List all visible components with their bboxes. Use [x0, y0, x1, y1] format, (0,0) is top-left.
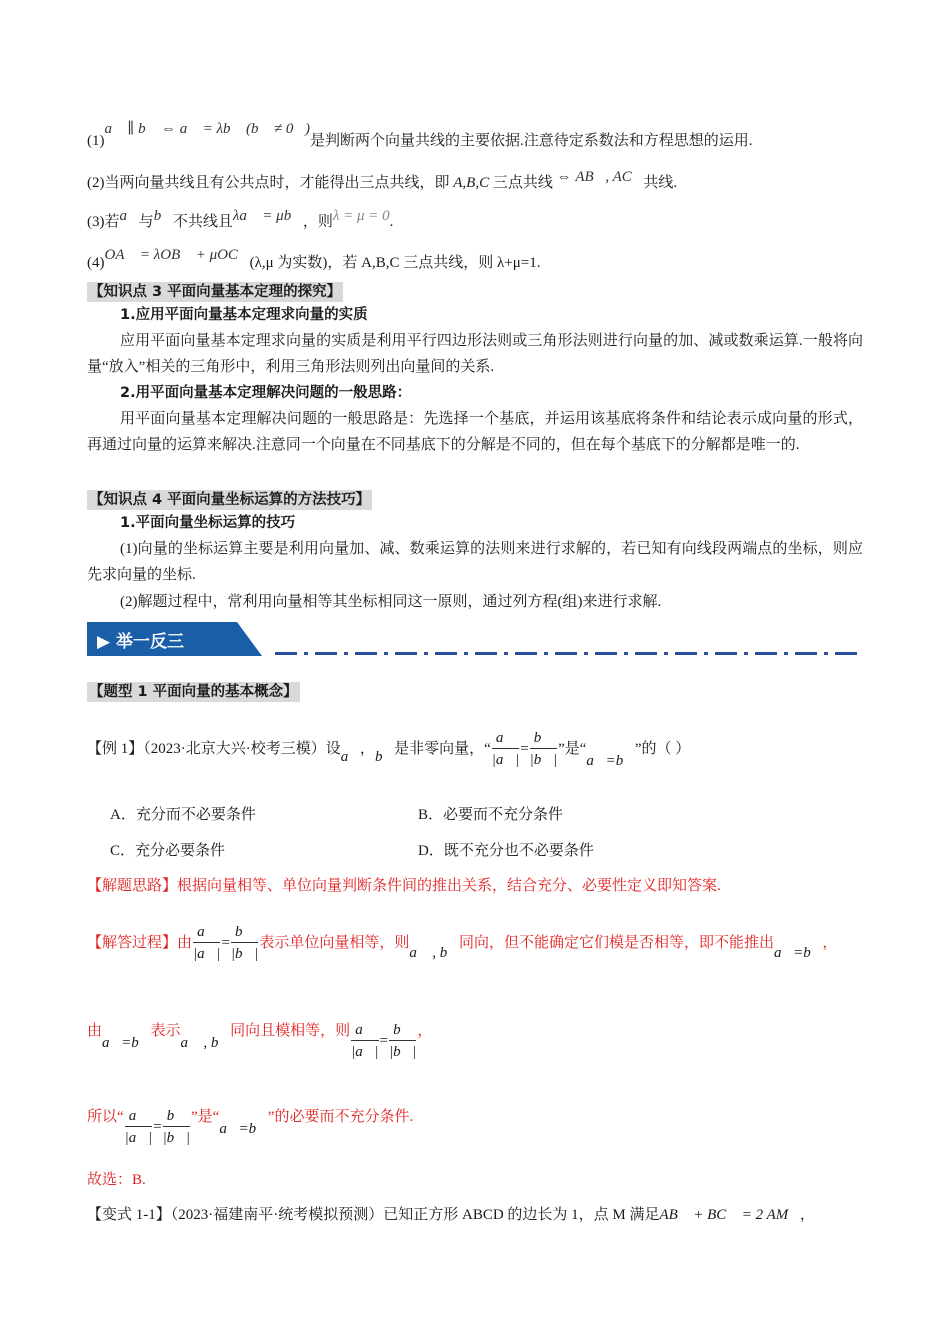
- kp4-header: 【知识点 4 平面向量坐标运算的方法技巧】: [89, 492, 371, 508]
- section-banner: [87, 622, 262, 656]
- rule-3: [87, 208, 394, 233]
- solution-process: [87, 922, 837, 965]
- numerator: a⃗: [492, 728, 519, 749]
- formula: b⃗: [374, 748, 395, 765]
- numerator: a⃗: [351, 1020, 378, 1041]
- label: (1): [87, 133, 105, 149]
- formula: AB⃗ + BC⃗ = 2 AM⃗: [659, 1207, 800, 1223]
- text: 由: [87, 1022, 103, 1039]
- kp4-p1: (1)向量的坐标运算主要是利用向量加、减、数乘运算的法则来进行求解的，若已知有向线段两端点的坐标，则应先求向量的坐标.: [87, 541, 863, 583]
- text: 同向，但不能确定它们模是否相等，即不能推出: [458, 934, 774, 951]
- denominator: |a⃗|: [491, 752, 520, 768]
- text: 【例 1】（2023·北京大兴·校考三模）设: [87, 740, 341, 757]
- formula: a⃗=b⃗: [219, 1120, 268, 1137]
- text: .: [389, 214, 394, 230]
- denominator: |b⃗|: [529, 752, 558, 768]
- fraction: [351, 1020, 378, 1063]
- banner-label: 举一反三: [116, 632, 184, 652]
- numerator: b⃗: [231, 922, 258, 943]
- text: =: [520, 740, 529, 757]
- fraction: [125, 1106, 152, 1149]
- solution-idea: 【解题思路】根据向量相等、单位向量判断条件间的推出关系，结合充分、必要性定义即知答案.: [87, 878, 721, 894]
- numerator: a⃗: [125, 1106, 152, 1127]
- rule-1: [87, 121, 753, 152]
- option-c[interactable]: C．充分必要条件: [110, 843, 226, 859]
- formula: b⃗: [153, 208, 173, 224]
- text: 与: [138, 214, 154, 230]
- text: =: [153, 1118, 162, 1135]
- text: 表示单位向量相等，则: [259, 934, 410, 951]
- kp4-p2: (2)解题过程中，常利用向量相等其坐标相同这一原则，通过列方程(组)来进行求解.: [120, 594, 662, 610]
- text: (2)当两向量共线且有公共点时，才能得出三点共线，即: [87, 175, 450, 191]
- numerator: a⃗: [193, 922, 220, 943]
- text: 所以“: [87, 1108, 124, 1125]
- formula: λa⃗ = μb⃗: [232, 208, 303, 224]
- formula: a⃗: [119, 208, 139, 224]
- fraction: [193, 922, 220, 965]
- kp3-s1-title: 1.应用平面向量基本定理求向量的实质: [120, 307, 368, 323]
- text: 【解答过程】由: [87, 934, 193, 951]
- text: ”是“: [558, 740, 587, 757]
- denominator: |b⃗|: [162, 1130, 190, 1146]
- option-d[interactable]: D．既不充分也不必要条件: [418, 843, 594, 859]
- play-icon: ▶: [97, 632, 116, 652]
- text: ，: [799, 1207, 815, 1223]
- formula: a⃗=b⃗: [586, 752, 635, 769]
- solution-line-3: [87, 1096, 414, 1146]
- numerator: b⃗: [389, 1020, 416, 1041]
- fraction: [231, 922, 258, 965]
- kp4-s1-title: 1.平面向量坐标运算的技巧: [120, 515, 296, 531]
- formula: a⃗ ∥ b⃗ ⇔ a⃗ = λb⃗ (b⃗ ≠ 0⃗): [104, 121, 311, 137]
- denominator: |a⃗|: [193, 946, 221, 962]
- rule-2: [87, 169, 678, 194]
- fraction: [492, 728, 519, 771]
- example-1: [87, 728, 690, 771]
- solution-answer: 故选：B.: [87, 1172, 146, 1188]
- text: 【变式 1-1】（2023·福建南平·统考模拟预测）已知正方形 ABCD 的边长为 1，点 M 满足: [87, 1207, 660, 1223]
- type1-header: 【题型 1 平面向量的基本概念】: [89, 684, 298, 700]
- kp3-header: 【知识点 3 平面向量基本定理的探究】: [89, 284, 342, 300]
- text: 是判断两个向量共线的主要依据.注意待定系数法和方程思想的运用.: [310, 133, 753, 149]
- fraction: [389, 1020, 416, 1063]
- dash-divider: [275, 652, 860, 655]
- rule-4: [87, 247, 541, 274]
- formula: ⇔ AB⃗, AC⃗: [556, 169, 644, 185]
- text: 三点共线: [492, 175, 553, 191]
- fraction: [163, 1106, 190, 1149]
- text: 是非零向量，“: [394, 740, 491, 757]
- text: ，则: [302, 214, 333, 230]
- option-b[interactable]: B．必要而不充分条件: [418, 807, 564, 823]
- formula: a⃗=b⃗: [773, 944, 823, 961]
- text: (3)若: [87, 214, 120, 230]
- banner-text: [97, 627, 184, 652]
- text: ”是“: [190, 1108, 220, 1125]
- text: ”的（ ）: [634, 740, 691, 757]
- text: 共线.: [643, 175, 678, 191]
- formula: a⃗ , b⃗: [180, 1034, 231, 1051]
- solution-line-2: [87, 1010, 433, 1060]
- text: =: [221, 934, 230, 951]
- numerator: b⃗: [530, 728, 557, 749]
- denominator: |a⃗|: [351, 1044, 379, 1060]
- formula: λ = μ = 0: [332, 208, 390, 224]
- denominator: |b⃗|: [230, 946, 259, 962]
- denominator: |b⃗|: [389, 1044, 417, 1060]
- text: (λ,μ 为实数)，若 A,B,C 三点共线，则 λ+μ=1.: [249, 255, 541, 271]
- numerator: b⃗: [163, 1106, 190, 1127]
- kp3-s2-text: 用平面向量基本定理解决问题的一般思路是：先选择一个基底，并运用该基底将条件和结论表示成向量的形式，再通过向量的运算来解决.注意同一个向量在不同基底下的分解是不同的，但在每个基底下的分解都是唯一的.: [87, 411, 863, 453]
- fraction: [530, 728, 557, 771]
- denominator: |a⃗|: [124, 1130, 153, 1146]
- text: 同向且模相等，则: [230, 1022, 351, 1039]
- formula: a⃗: [340, 748, 360, 765]
- kp3-s2-title: 2.用平面向量基本定理解决问题的一般思路：: [120, 385, 412, 401]
- label: (4): [87, 255, 105, 271]
- kp3-s1-text: 应用平面向量基本定理求向量的实质是利用平行四边形法则或三角形法则进行向量的加、减或数乘运算.一般将向量“放入”相关的三角形中，利用三角形法则列出向量间的关系.: [87, 333, 863, 375]
- formula: a⃗ , b⃗: [409, 944, 459, 961]
- points: A,B,C: [453, 175, 490, 191]
- formula: a⃗=b⃗: [102, 1034, 151, 1051]
- text: =: [379, 1032, 388, 1049]
- text: ，: [417, 1022, 433, 1039]
- text: 不共线且: [172, 214, 233, 230]
- variant-1-1: [87, 1204, 815, 1226]
- text: 表示: [150, 1022, 181, 1039]
- text: ，: [822, 934, 838, 951]
- text: ”的必要而不充分条件.: [267, 1108, 414, 1125]
- formula: OA⃗ = λOB⃗ + μOC⃗: [104, 247, 250, 263]
- option-a[interactable]: A．充分而不必要条件: [110, 807, 256, 823]
- text: ，: [359, 740, 375, 757]
